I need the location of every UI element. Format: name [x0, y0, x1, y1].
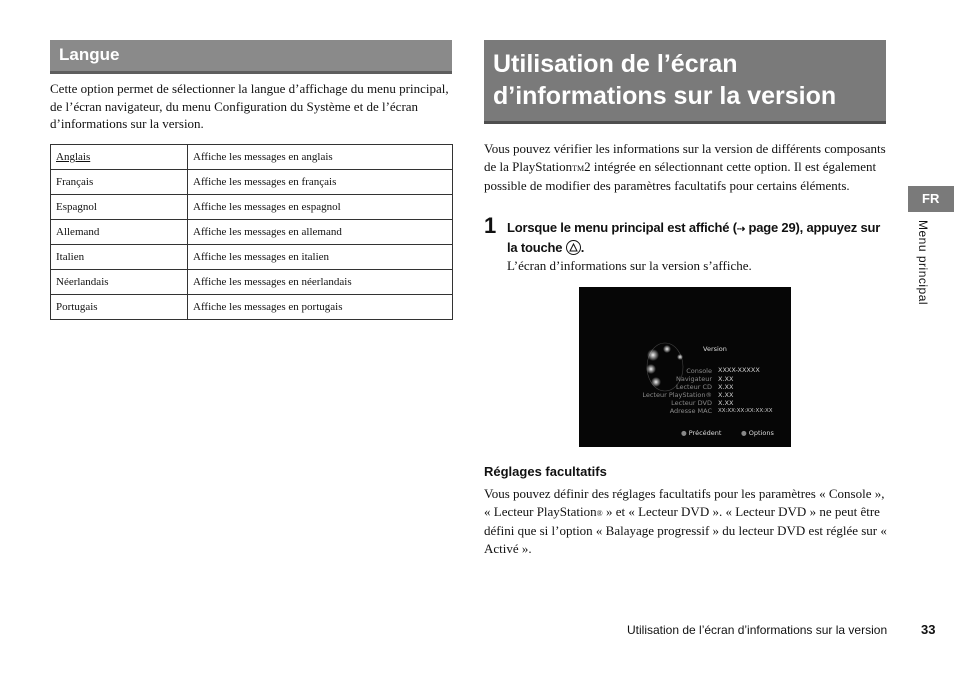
optional-settings-body: [484, 485, 888, 557]
screen-label: Lecteur PlayStation®: [642, 391, 712, 399]
description-cell: Affiche les messages en espagnol: [188, 195, 453, 220]
langue-intro: Cette option permet de sélectionner la langue d’affichage du menu principal, de l’écran navigateur, du menu Configuration du Système et de l’écran d’informations sur la version.: [50, 81, 449, 131]
table-row: [51, 170, 453, 195]
screen-label: Lecteur DVD: [671, 399, 712, 407]
screen-label: Lecteur CD: [675, 383, 712, 391]
screen-label: Navigateur: [676, 375, 712, 383]
language-cell: Espagnol: [51, 195, 188, 220]
back-label: Précédent: [688, 429, 722, 437]
screen-options-button: [741, 429, 774, 437]
table-row: [51, 220, 453, 245]
step-text-3: .: [580, 240, 585, 255]
optional-text-cont: » et « Lecteur DVD ». « Lecteur DVD » ne peut être défini que si l’option « Balayage progressif » du lecteur DVD est réglée sur « Activé ».: [484, 503, 887, 556]
screen-value: X.XX: [718, 375, 734, 383]
version-screen-image: [579, 287, 791, 447]
language-cell: Portugais: [51, 295, 188, 320]
screen-value: X.XX: [718, 383, 734, 391]
langue-heading-bar: [50, 40, 452, 74]
screen-title: Version: [703, 345, 727, 353]
screen-label: Adresse MAC: [669, 407, 712, 415]
description-cell: Affiche les messages en allemand: [188, 220, 453, 245]
intro-text-cont: 2 intégrée en sélectionnant cette option. Il est également possible de modifier des paramètres facultatifs pour certains éléments.: [484, 158, 877, 193]
table-row: [51, 270, 453, 295]
table-row: [51, 245, 453, 270]
language-tab: [908, 186, 954, 212]
language-cell: Néerlandais: [51, 270, 188, 295]
footer-title: Utilisation de l’écran d’informations sur la version: [627, 623, 888, 637]
screen-label: Console: [686, 367, 712, 375]
step-text-1: Lorsque le menu principal est affiché (: [507, 220, 737, 235]
table-row: [51, 145, 453, 170]
version-heading: Utilisation de l’écran d’informations sur la version: [493, 50, 837, 110]
intro-text: Vous pouvez vérifier les informations sur la version de différents composants de la PlayStation: [484, 141, 886, 174]
triangle-button-icon: ●: [741, 429, 747, 437]
triangle-button-icon: [566, 240, 581, 255]
language-tab-label: FR: [922, 191, 940, 206]
optional-text: Vous pouvez définir des réglages facultatifs pour les paramètres « Console », « Lecteur PlayStation: [484, 486, 885, 519]
description-cell: Affiche les messages en anglais: [188, 145, 453, 170]
circle-button-icon: ●: [681, 429, 687, 437]
table-row: [51, 195, 453, 220]
optional-settings-title: Réglages facultatifs: [484, 464, 607, 479]
description-cell: Affiche les messages en portugais: [188, 295, 453, 320]
step-text-2: page 29), appuyez sur la touche: [507, 220, 881, 255]
step-number: 1: [484, 213, 497, 238]
trademark-mark: TM: [572, 163, 585, 173]
langue-heading: Langue: [59, 45, 120, 64]
version-intro: [484, 140, 888, 195]
page-number: 33: [921, 622, 936, 637]
page-reference-arrow-icon: ⇢: [736, 224, 746, 235]
version-heading-bar: [484, 40, 886, 124]
options-label: Options: [748, 429, 774, 437]
language-cell: Italien: [51, 245, 188, 270]
language-cell: Français: [51, 170, 188, 195]
description-cell: Affiche les messages en français: [188, 170, 453, 195]
language-name: Anglais: [56, 151, 91, 163]
step-result: L’écran d’informations sur la version s’affiche.: [507, 258, 752, 273]
language-cell: Allemand: [51, 220, 188, 245]
screen-value: X.XX: [718, 399, 734, 407]
screen-value: XX:XX:XX:XX:XX:XX: [718, 408, 773, 414]
description-cell: Affiche les messages en néerlandais: [188, 270, 453, 295]
language-table: [50, 144, 453, 320]
section-side-label: Menu principal: [916, 220, 930, 306]
registered-mark: ®: [596, 508, 603, 518]
screen-value: XXXX-XXXXX: [718, 366, 760, 374]
table-row: [51, 295, 453, 320]
step-instruction: [507, 219, 892, 257]
screen-value: X.XX: [718, 391, 734, 399]
screen-back-button: [681, 429, 721, 437]
description-cell: Affiche les messages en italien: [188, 245, 453, 270]
language-cell: [51, 145, 188, 170]
